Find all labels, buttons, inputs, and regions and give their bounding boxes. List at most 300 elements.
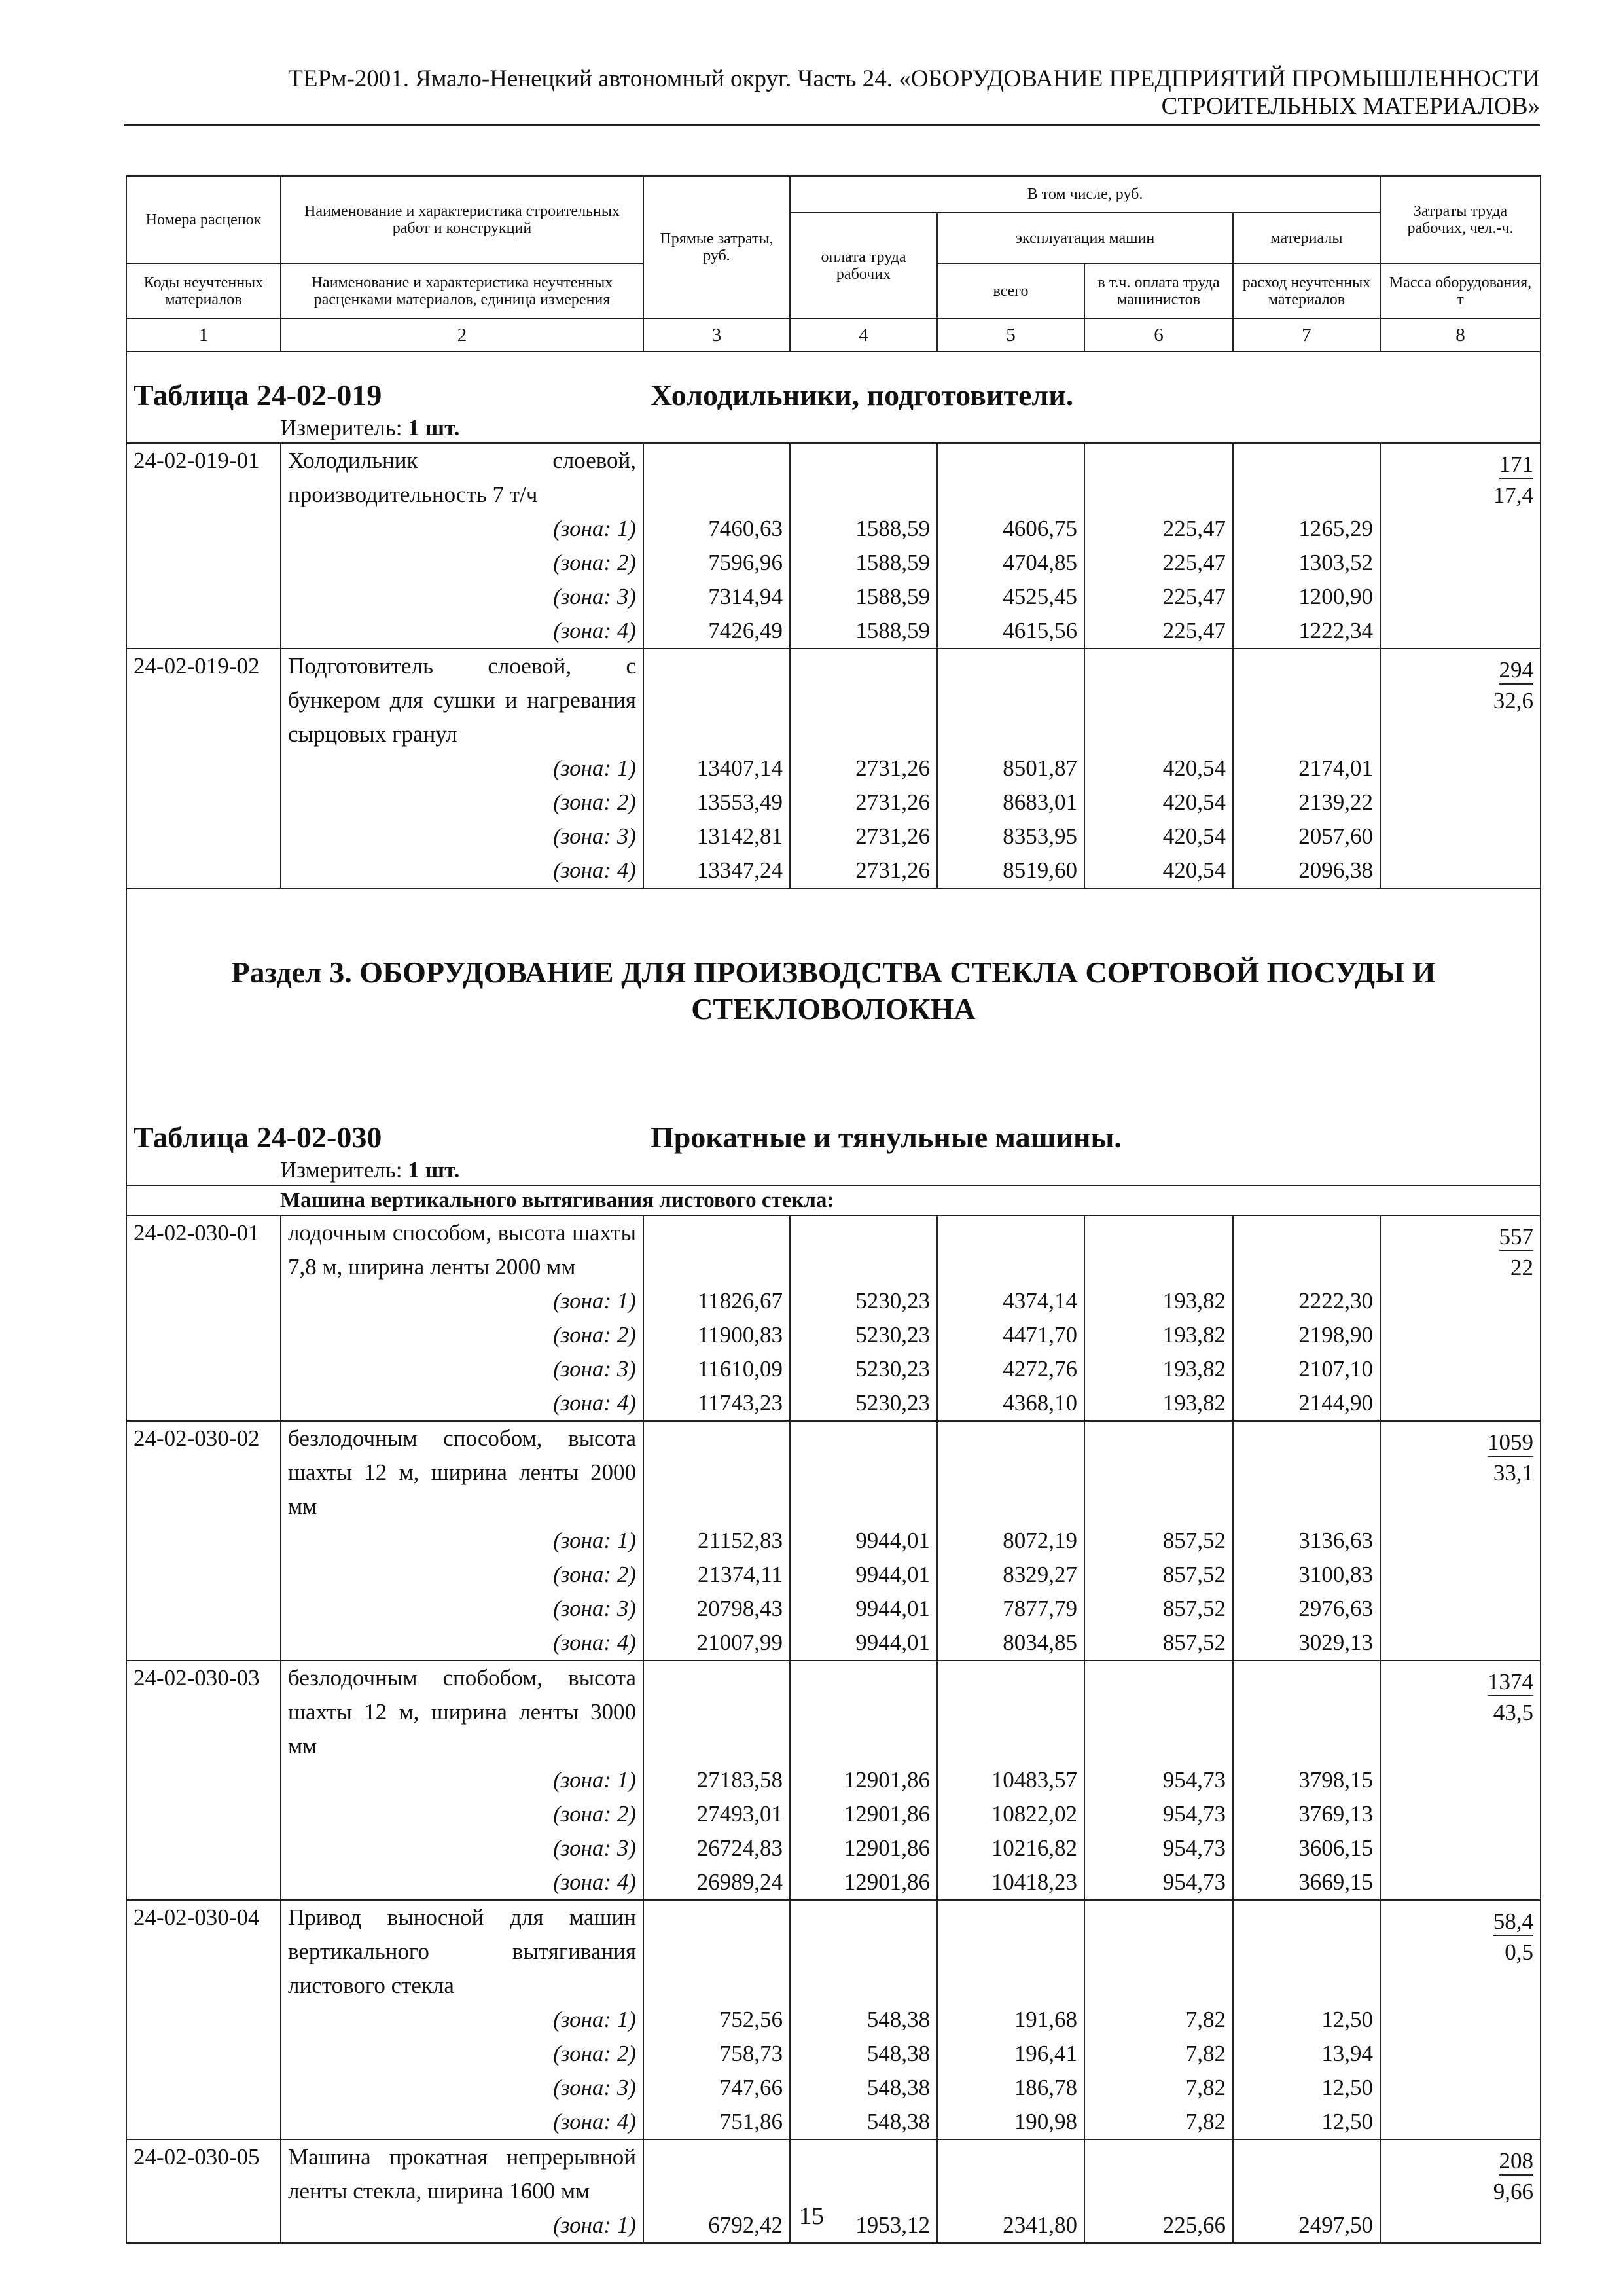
group-heading — [126, 1185, 1541, 1215]
empty-cell — [1084, 1660, 1233, 1763]
col8-top-header: Затраты труда рабочих, чел.-ч. — [1380, 176, 1541, 264]
rate-code: 24-02-030-01 — [126, 1215, 281, 1284]
materials-cost: 3029,13 — [1233, 1626, 1380, 1660]
rate-code: 24-02-030-02 — [126, 1421, 281, 1524]
empty-cell — [1233, 443, 1380, 512]
machine-total: 8329,27 — [937, 1558, 1084, 1592]
labor-mass-fraction — [1380, 443, 1541, 512]
zone-row — [126, 614, 1541, 649]
group-including-header: В том числе, руб. — [790, 176, 1380, 213]
machinist-wage: 225,47 — [1084, 614, 1233, 649]
machine-total: 8501,87 — [937, 751, 1084, 785]
empty-cell — [1380, 853, 1541, 888]
worker-wage: 1588,59 — [790, 512, 937, 546]
empty-cell — [1380, 1524, 1541, 1558]
machinist-wage: 225,47 — [1084, 580, 1233, 614]
worker-wage: 9944,01 — [790, 1592, 937, 1626]
empty-cell — [1380, 2037, 1541, 2071]
zone-label: (зона: 3) — [281, 2071, 643, 2105]
labor-cost: 208 — [1499, 2148, 1534, 2176]
materials-cost: 3798,15 — [1233, 1763, 1380, 1797]
empty-cell — [937, 1215, 1084, 1284]
machinist-wage: 420,54 — [1084, 751, 1233, 785]
labor-mass-fraction — [1380, 2140, 1541, 2208]
rate-code: 24-02-030-05 — [126, 2140, 281, 2208]
zone-label: (зона: 1) — [281, 1284, 643, 1318]
machinist-wage: 857,52 — [1084, 1592, 1233, 1626]
col3-header: Прямые затраты, руб. — [643, 176, 790, 319]
worker-wage: 1588,59 — [790, 546, 937, 580]
empty-cell — [126, 1831, 281, 1865]
empty-cell — [1084, 1421, 1233, 1524]
empty-cell — [1084, 443, 1233, 512]
materials-cost: 1265,29 — [1233, 512, 1380, 546]
materials-cost: 3669,15 — [1233, 1865, 1380, 1900]
table-measure-cell — [126, 1156, 1541, 1185]
machinist-wage: 420,54 — [1084, 785, 1233, 819]
worker-wage: 2731,26 — [790, 819, 937, 853]
empty-cell — [126, 853, 281, 888]
worker-wage: 9944,01 — [790, 1558, 937, 1592]
empty-cell — [126, 785, 281, 819]
group-heading-cell — [126, 1185, 1541, 1215]
empty-cell — [1380, 1284, 1541, 1318]
header-line-2: СТРОИТЕЛЬНЫХ МАТЕРИАЛОВ» — [1161, 93, 1540, 120]
zone-row — [126, 580, 1541, 614]
zone-label: (зона: 1) — [281, 2003, 643, 2037]
zone-row — [126, 2003, 1541, 2037]
machine-total: 8034,85 — [937, 1626, 1084, 1660]
zone-label: (зона: 4) — [281, 1865, 643, 1900]
machine-total: 10822,02 — [937, 1797, 1084, 1831]
machine-total: 10216,82 — [937, 1831, 1084, 1865]
empty-cell — [643, 443, 790, 512]
col-number: 1 — [126, 319, 281, 351]
direct-cost: 13407,14 — [643, 751, 790, 785]
materials-cost: 12,50 — [1233, 2003, 1380, 2037]
empty-cell — [790, 1900, 937, 2003]
zone-label: (зона: 2) — [281, 2037, 643, 2071]
materials-cost: 1200,90 — [1233, 580, 1380, 614]
direct-cost: 26989,24 — [643, 1865, 790, 1900]
direct-cost: 7460,63 — [643, 512, 790, 546]
table-code: Таблица 24-02-030 — [134, 1121, 382, 1154]
measure-value: 1 шт. — [408, 415, 460, 440]
zone-label: (зона: 2) — [281, 1318, 643, 1352]
section-title: Раздел 3. ОБОРУДОВАНИЕ ДЛЯ ПРОИЗВОДСТВА СТЕКЛА СОРТОВОЙ ПОСУДЫ И СТЕКЛОВОЛОКНА — [231, 956, 1436, 1026]
rate-description: Машина прокатная непрерывной ленты стекла, ширина 1600 мм — [281, 2140, 643, 2208]
empty-cell — [126, 1558, 281, 1592]
empty-cell — [1380, 1626, 1541, 1660]
zone-row — [126, 1592, 1541, 1626]
machinist-wage: 193,82 — [1084, 1284, 1233, 1318]
machine-total: 8353,95 — [937, 819, 1084, 853]
machinist-wage: 225,47 — [1084, 512, 1233, 546]
rate-row — [126, 1900, 1541, 2003]
table-measure — [126, 1156, 1541, 1185]
empty-cell — [1380, 1558, 1541, 1592]
empty-cell — [937, 1900, 1084, 2003]
table-measure — [126, 414, 1541, 443]
rate-description: Подготовитель слоевой, с бункером для сушки и нагревания сырцовых гранул — [281, 649, 643, 751]
zone-label: (зона: 3) — [281, 1831, 643, 1865]
table-heading-cell — [126, 351, 1541, 414]
col-number: 2 — [281, 319, 643, 351]
empty-cell — [1380, 751, 1541, 785]
empty-cell — [790, 649, 937, 751]
direct-cost: 21152,83 — [643, 1524, 790, 1558]
materials-cost: 2174,01 — [1233, 751, 1380, 785]
empty-cell — [937, 1421, 1084, 1524]
machine-total: 186,78 — [937, 2071, 1084, 2105]
direct-cost: 7314,94 — [643, 580, 790, 614]
machine-total: 8072,19 — [937, 1524, 1084, 1558]
rate-row — [126, 1421, 1541, 1524]
rate-description: Холодильник слоевой, производительность 7 т/ч — [281, 443, 643, 512]
equipment-mass: 17,4 — [1493, 482, 1533, 508]
worker-wage: 2731,26 — [790, 751, 937, 785]
empty-cell — [126, 2003, 281, 2037]
machinist-wage: 225,66 — [1084, 2208, 1233, 2243]
machinist-wage: 193,82 — [1084, 1352, 1233, 1386]
zone-row — [126, 1763, 1541, 1797]
empty-cell — [126, 1592, 281, 1626]
materials-cost: 2057,60 — [1233, 819, 1380, 853]
zone-row — [126, 751, 1541, 785]
col-number: 4 — [790, 319, 937, 351]
measure-label: Измеритель: — [280, 415, 402, 440]
empty-cell — [126, 1626, 281, 1660]
empty-cell — [790, 1421, 937, 1524]
zone-row — [126, 546, 1541, 580]
empty-cell — [643, 1900, 790, 2003]
rate-description: безлодочным спобобом, высота шахты 12 м, ширина ленты 3000 мм — [281, 1660, 643, 1763]
equipment-mass: 22 — [1510, 1255, 1533, 1280]
table-title: Холодильники, подготовители. — [651, 378, 1074, 412]
materials-cost: 2107,10 — [1233, 1352, 1380, 1386]
direct-cost: 13347,24 — [643, 853, 790, 888]
measure-value: 1 шт. — [408, 1157, 460, 1183]
direct-cost: 747,66 — [643, 2071, 790, 2105]
zone-row — [126, 1797, 1541, 1831]
empty-cell — [1380, 1318, 1541, 1352]
worker-wage: 1588,59 — [790, 580, 937, 614]
worker-wage: 5230,23 — [790, 1284, 937, 1318]
section-block-cell — [126, 888, 1541, 1119]
worker-wage: 548,38 — [790, 2037, 937, 2071]
machine-total: 4471,70 — [937, 1318, 1084, 1352]
group-title: Машина вертикального вытягивания листового стекла: — [280, 1189, 834, 1212]
zone-row — [126, 1524, 1541, 1558]
empty-cell — [937, 443, 1084, 512]
empty-cell — [126, 2105, 281, 2140]
empty-cell — [643, 2140, 790, 2208]
zone-label: (зона: 2) — [281, 546, 643, 580]
direct-cost: 6792,42 — [643, 2208, 790, 2243]
zone-label: (зона: 1) — [281, 2208, 643, 2243]
worker-wage: 2731,26 — [790, 785, 937, 819]
direct-cost: 27493,01 — [643, 1797, 790, 1831]
empty-cell — [126, 1763, 281, 1797]
labor-cost: 1059 — [1488, 1429, 1533, 1457]
direct-cost: 7596,96 — [643, 546, 790, 580]
empty-cell — [126, 512, 281, 546]
empty-cell — [643, 1660, 790, 1763]
worker-wage: 9944,01 — [790, 1524, 937, 1558]
direct-cost: 752,56 — [643, 2003, 790, 2037]
materials-cost: 2144,90 — [1233, 1386, 1380, 1421]
zone-row — [126, 512, 1541, 546]
empty-cell — [126, 2071, 281, 2105]
empty-cell — [126, 546, 281, 580]
rate-code: 24-02-030-03 — [126, 1660, 281, 1763]
direct-cost: 21374,11 — [643, 1558, 790, 1592]
machine-total: 10483,57 — [937, 1763, 1084, 1797]
empty-cell — [790, 1660, 937, 1763]
col-number: 3 — [643, 319, 790, 351]
equipment-mass: 33,1 — [1493, 1460, 1533, 1486]
materials-cost: 2497,50 — [1233, 2208, 1380, 2243]
zone-row — [126, 1558, 1541, 1592]
machine-total: 4272,76 — [937, 1352, 1084, 1386]
rate-row — [126, 1215, 1541, 1284]
col6-header: в т.ч. оплата труда машинистов — [1084, 264, 1233, 319]
empty-cell — [790, 2140, 937, 2208]
worker-wage: 12901,86 — [790, 1763, 937, 1797]
machine-total: 196,41 — [937, 2037, 1084, 2071]
materials-cost: 1222,34 — [1233, 614, 1380, 649]
worker-wage: 2731,26 — [790, 853, 937, 888]
rate-code: 24-02-019-02 — [126, 649, 281, 751]
direct-cost: 751,86 — [643, 2105, 790, 2140]
col1-top-header: Номера расценок — [126, 176, 281, 264]
empty-cell — [1233, 2140, 1380, 2208]
col1-bottom-header: Коды неучтенных материалов — [126, 264, 281, 319]
machinist-wage: 7,82 — [1084, 2037, 1233, 2071]
rate-description: лодочным способом, высота шахты 7,8 м, ширина ленты 2000 мм — [281, 1215, 643, 1284]
machine-total: 4704,85 — [937, 546, 1084, 580]
zone-row — [126, 1386, 1541, 1421]
labor-cost: 58,4 — [1493, 1909, 1533, 1936]
zone-label: (зона: 3) — [281, 819, 643, 853]
empty-cell — [126, 614, 281, 649]
zone-label: (зона: 4) — [281, 1386, 643, 1421]
rate-row — [126, 443, 1541, 512]
direct-cost: 13142,81 — [643, 819, 790, 853]
materials-cost: 13,94 — [1233, 2037, 1380, 2071]
machine-total: 8519,60 — [937, 853, 1084, 888]
empty-cell — [643, 1215, 790, 1284]
col-number: 7 — [1233, 319, 1380, 351]
worker-wage: 1588,59 — [790, 614, 937, 649]
labor-cost: 294 — [1499, 657, 1534, 685]
worker-wage: 5230,23 — [790, 1386, 937, 1421]
equipment-mass: 43,5 — [1493, 1700, 1533, 1725]
running-header — [124, 65, 1540, 120]
equipment-mass: 0,5 — [1505, 1939, 1533, 1965]
empty-cell — [790, 1215, 937, 1284]
empty-cell — [937, 2140, 1084, 2208]
zone-row — [126, 2037, 1541, 2071]
empty-cell — [126, 1865, 281, 1900]
direct-cost: 20798,43 — [643, 1592, 790, 1626]
direct-cost: 26724,83 — [643, 1831, 790, 1865]
zone-label: (зона: 4) — [281, 2105, 643, 2140]
machinist-wage: 954,73 — [1084, 1831, 1233, 1865]
empty-cell — [1084, 649, 1233, 751]
empty-cell — [1380, 1865, 1541, 1900]
zone-row — [126, 1831, 1541, 1865]
zone-label: (зона: 1) — [281, 512, 643, 546]
worker-wage: 5230,23 — [790, 1352, 937, 1386]
machinist-wage: 225,47 — [1084, 546, 1233, 580]
empty-cell — [937, 1660, 1084, 1763]
labor-mass-fraction — [1380, 1421, 1541, 1524]
empty-cell — [1233, 1660, 1380, 1763]
empty-cell — [1380, 1831, 1541, 1865]
zone-label: (зона: 3) — [281, 1592, 643, 1626]
machinist-wage: 7,82 — [1084, 2105, 1233, 2140]
labor-cost: 557 — [1499, 1224, 1534, 1251]
col4-header: оплата труда рабочих — [790, 213, 937, 319]
empty-cell — [1380, 580, 1541, 614]
machinist-wage: 954,73 — [1084, 1763, 1233, 1797]
header-rule — [124, 124, 1540, 126]
col-number: 6 — [1084, 319, 1233, 351]
empty-cell — [126, 1318, 281, 1352]
labor-mass-fraction — [1380, 649, 1541, 751]
empty-cell — [1233, 1215, 1380, 1284]
empty-cell — [1380, 2071, 1541, 2105]
empty-cell — [790, 443, 937, 512]
table-measure-cell — [126, 414, 1541, 443]
empty-cell — [126, 751, 281, 785]
materials-cost: 3136,63 — [1233, 1524, 1380, 1558]
zone-label: (зона: 4) — [281, 614, 643, 649]
machinist-wage: 420,54 — [1084, 819, 1233, 853]
zone-label: (зона: 2) — [281, 785, 643, 819]
direct-cost: 758,73 — [643, 2037, 790, 2071]
empty-cell — [1084, 2140, 1233, 2208]
machine-total: 7877,79 — [937, 1592, 1084, 1626]
labor-mass-fraction — [1380, 1215, 1541, 1284]
materials-cost: 2222,30 — [1233, 1284, 1380, 1318]
table-title: Прокатные и тянульные машины. — [651, 1121, 1122, 1154]
header-line-1: ТЕРм-2001. Ямало-Ненецкий автономный округ. Часть 24. «ОБОРУДОВАНИЕ ПРЕДПРИЯТИЙ ПРОМЫШЛЕННОСТИ — [288, 65, 1540, 92]
labor-cost: 1374 — [1488, 1669, 1533, 1696]
zone-row — [126, 2105, 1541, 2140]
worker-wage: 5230,23 — [790, 1318, 937, 1352]
worker-wage: 9944,01 — [790, 1626, 937, 1660]
col7-top-header: материалы — [1233, 213, 1380, 264]
zone-row — [126, 785, 1541, 819]
table-code: Таблица 24-02-019 — [134, 378, 382, 412]
materials-cost: 3100,83 — [1233, 1558, 1380, 1592]
section-block — [126, 888, 1541, 1119]
col-number: 5 — [937, 319, 1084, 351]
col2-bottom-header: Наименование и характеристика неучтенных расценками материалов, единица измерения — [281, 264, 643, 319]
machine-total: 4606,75 — [937, 512, 1084, 546]
materials-cost: 2139,22 — [1233, 785, 1380, 819]
machine-total: 8683,01 — [937, 785, 1084, 819]
col-number: 8 — [1380, 319, 1541, 351]
measure-label: Измеритель: — [280, 1157, 402, 1183]
direct-cost: 27183,58 — [643, 1763, 790, 1797]
machine-total: 191,68 — [937, 2003, 1084, 2037]
zone-label: (зона: 3) — [281, 580, 643, 614]
labor-cost: 171 — [1499, 452, 1534, 479]
empty-cell — [1380, 1763, 1541, 1797]
machinist-wage: 857,52 — [1084, 1524, 1233, 1558]
machine-total: 10418,23 — [937, 1865, 1084, 1900]
labor-mass-fraction — [1380, 1660, 1541, 1763]
empty-cell — [643, 649, 790, 751]
empty-cell — [1380, 512, 1541, 546]
empty-cell — [126, 1284, 281, 1318]
empty-cell — [1380, 819, 1541, 853]
materials-cost: 2198,90 — [1233, 1318, 1380, 1352]
worker-wage: 548,38 — [790, 2105, 937, 2140]
machine-total: 4368,10 — [937, 1386, 1084, 1421]
page-number: 15 — [799, 2202, 824, 2230]
empty-cell — [126, 580, 281, 614]
direct-cost: 11826,67 — [643, 1284, 790, 1318]
direct-cost: 11610,09 — [643, 1352, 790, 1386]
machinist-wage: 193,82 — [1084, 1386, 1233, 1421]
rate-row — [126, 649, 1541, 751]
empty-cell — [1084, 1900, 1233, 2003]
machine-total: 4374,14 — [937, 1284, 1084, 1318]
machinist-wage: 857,52 — [1084, 1626, 1233, 1660]
table-heading — [126, 1119, 1541, 1156]
empty-cell — [126, 1797, 281, 1831]
direct-cost: 13553,49 — [643, 785, 790, 819]
rate-code: 24-02-019-01 — [126, 443, 281, 512]
worker-wage: 1953,12 — [790, 2208, 937, 2243]
zone-label: (зона: 2) — [281, 1558, 643, 1592]
materials-cost: 2976,63 — [1233, 1592, 1380, 1626]
zone-row — [126, 1284, 1541, 1318]
zone-row — [126, 1318, 1541, 1352]
direct-cost: 7426,49 — [643, 614, 790, 649]
table-heading — [126, 351, 1541, 414]
zone-row — [126, 819, 1541, 853]
empty-cell — [1233, 1421, 1380, 1524]
zone-row — [126, 853, 1541, 888]
empty-cell — [126, 1524, 281, 1558]
machinist-wage: 420,54 — [1084, 853, 1233, 888]
empty-cell — [1380, 1386, 1541, 1421]
machine-total: 2341,80 — [937, 2208, 1084, 2243]
machinist-wage: 193,82 — [1084, 1318, 1233, 1352]
empty-cell — [1380, 546, 1541, 580]
col5-header: всего — [937, 264, 1084, 319]
empty-cell — [1380, 2003, 1541, 2037]
zone-label: (зона: 3) — [281, 1352, 643, 1386]
worker-wage: 12901,86 — [790, 1865, 937, 1900]
zone-row — [126, 1626, 1541, 1660]
machinist-wage: 7,82 — [1084, 2003, 1233, 2037]
empty-cell — [1233, 1900, 1380, 2003]
zone-row — [126, 2071, 1541, 2105]
direct-cost: 11900,83 — [643, 1318, 790, 1352]
empty-cell — [1380, 785, 1541, 819]
labor-mass-fraction — [1380, 1900, 1541, 2003]
empty-cell — [643, 1421, 790, 1524]
zone-label: (зона: 1) — [281, 751, 643, 785]
rate-description: безлодочным способом, высота шахты 12 м, ширина ленты 2000 мм — [281, 1421, 643, 1524]
empty-cell — [126, 1352, 281, 1386]
